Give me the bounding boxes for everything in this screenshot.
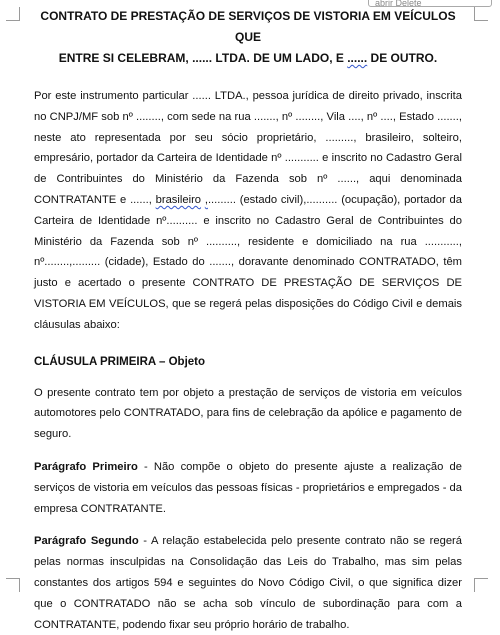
intro-text-part-3: ......... (estado civil),.......... (ocupação), portador da Carteira de Identidade nº.......... e inscrito no Cadastro Geral de Contribuintes do Ministério da Fazenda sob nº .........., residente e domiciliado na rua ..........., nº........,......... (cidade), Estado do ......., doravante denominado CONTRATADO, têm justo e acertado o presente CONTRATO DE PRESTAÇÃO DE SERVIÇOS DE VISTORIA EM VEÍCULOS, que se regerá pelas disposições do Código Civil e demais cláusulas abaixo: [34,193,462,331]
page-corner-mark-bottom-left [6,578,20,592]
title-line-2-start: ENTRE SI CELEBRAM, ...... LTDA. DE UM LADO, E [58,51,348,65]
intro-spellcheck-word: brasileiro [155,193,202,206]
clause-1-body: O presente contrato tem por objeto a prestação de serviços de vistoria em veículos automotores pelo CONTRATADO, para fins de celebração da apólice e pagamento de seguro. [34,386,462,441]
clause-1-paragraph-first [34,457,462,519]
intro-spellcheck-comma: , [204,193,208,206]
title-line-1: CONTRATO DE PRESTAÇÃO DE SERVIÇOS DE VISTORIA EM VEÍCULOS QUE [40,9,456,44]
document-page [34,6,462,635]
intro-paragraph [34,86,462,336]
title-line-2-end: DE OUTRO. [367,51,438,65]
page-corner-mark-top-left [6,7,20,21]
paragraph-second-label: Parágrafo Segundo [34,535,139,548]
document-title [32,6,464,69]
toolbar-hint: abrir Delete [368,0,492,7]
paragraph-second-text: - A relação estabelecida pelo presente contrato não se regerá pelas normas insculpidas na Consolidação das Leis do Trabalho, mas sim pelas constantes dos artigos 594 e seguintes do Novo Código Civil, o que significa dizer que o CONTRATADO não se acha sob vínculo de subordinação para com a CONTRATANTE, podendo fixar seu próprio horário de trabalho. [34,535,462,631]
clause-1-heading: CLÁUSULA PRIMEIRA – Objeto [34,355,206,368]
title-spellcheck-mark: ...... [347,51,368,65]
clause-1-paragraph-second [34,531,462,635]
page-corner-mark-top-right [474,7,488,21]
paragraph-first-label: Parágrafo Primeiro [34,460,138,473]
paragraph-first-text: - Não compõe o objeto do presente ajuste a realização de serviços de vistoria em veículos das pessoas físicas - proprietários e empregados - da empresa CONTRATANTE. [34,460,462,515]
page-corner-mark-bottom-right [474,578,488,592]
intro-text-part-1: Por este instrumento particular ...... LTDA., pessoa jurídica de direito privado, inscrita no CNPJ/MF sob nº ........, com sede na rua ......., nº ........, Vila ...., nº ...., Estado ......., neste ato representada por seu sócio proprietário, ........., brasileiro, solteiro, empresário, portador da Carteira de Identidade nº ........... e inscrito no Cadastro Geral de Contribuintes do Ministério da Fazenda sob nº ......, aqui denominada CONTRATANTE e ......, [34,90,462,206]
